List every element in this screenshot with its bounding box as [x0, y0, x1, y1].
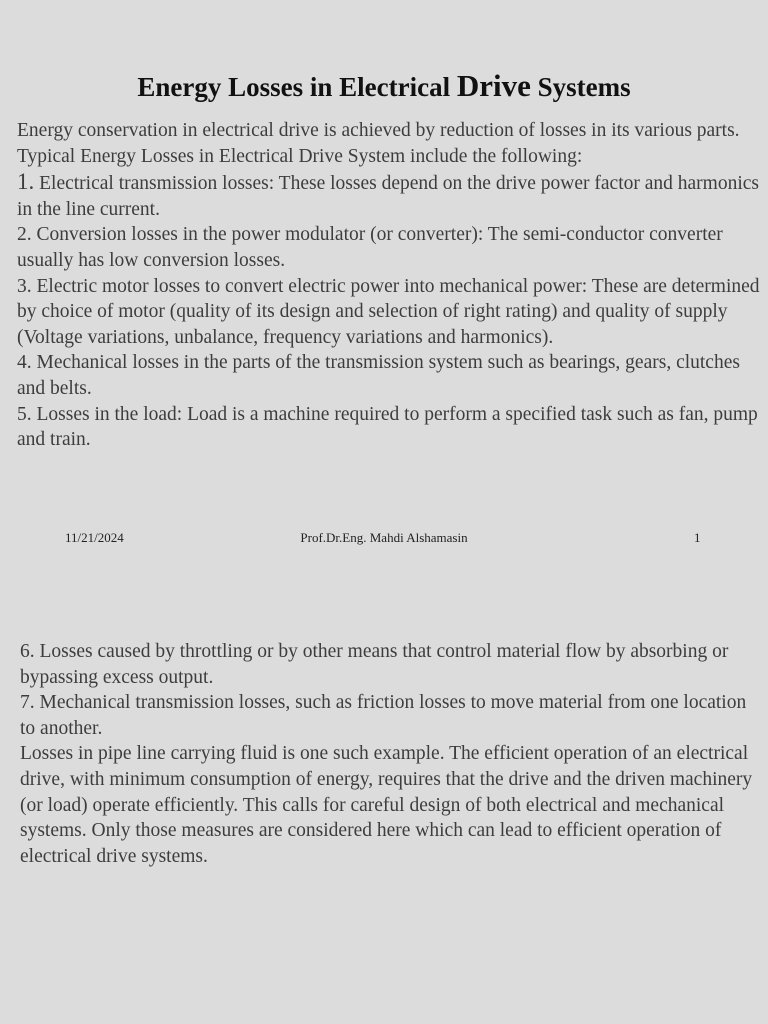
title-part-2: Drive — [456, 68, 531, 103]
slide-title — [0, 66, 768, 107]
slide-1-body — [17, 118, 762, 453]
list-item-7: 7. Mechanical transmission losses, such as friction losses to move material from one location to another. — [20, 692, 747, 739]
slide-2 — [0, 612, 768, 1024]
list-item-3: 3. Electric motor losses to convert electric power into mechanical power: These are determined by choice of motor (quality of its design and selection of right rating) and quality of supply (Voltage variations, unbalance, frequency variations and harmonics). — [17, 275, 760, 348]
list-item-1 — [17, 169, 762, 222]
list-item-5: 5. Losses in the load: Load is a machine required to perform a specified task such as fan, pump and train. — [17, 403, 758, 451]
title-part-1: Energy Losses in Electrical — [137, 72, 457, 102]
list-item-6: 6. Losses caused by throttling or by other means that control material flow by absorbing or bypassing excess output. — [20, 641, 729, 688]
footer-date: 11/21/2024 — [65, 530, 124, 545]
list-item-1-text: Electrical transmission losses: These losses depend on the drive power factor and harmonics in the line current. — [17, 173, 759, 220]
footer-author: Prof.Dr.Eng. Mahdi Alshamasin — [300, 530, 468, 545]
slide-2-body — [20, 639, 760, 869]
footer-page-number: 1 — [694, 530, 701, 545]
closing-paragraph: Losses in pipe line carrying fluid is one such example. The efficient operation of an electrical drive, with minimum consumption of energy, requires that the drive and the driven machinery (or load) operate efficiently. This calls for careful design of both electrical and mechanical systems. Only those measures are considered here which can lead to efficient operation of electrical drive systems. — [20, 743, 753, 867]
list-item-4: 4. Mechanical losses in the parts of the transmission system such as bearings, gears, clutches and belts. — [17, 352, 740, 399]
intro-paragraph: Energy conservation in electrical drive is achieved by reduction of losses in its various parts. Typical Energy Losses in Electrical Drive System include the following: — [17, 120, 740, 167]
title-part-3: Systems — [530, 72, 631, 102]
list-item-1-number: 1. — [17, 169, 35, 195]
list-item-2: 2. Conversion losses in the power modulator (or converter): The semi-conductor converter usually has low conversion losses. — [17, 224, 723, 271]
